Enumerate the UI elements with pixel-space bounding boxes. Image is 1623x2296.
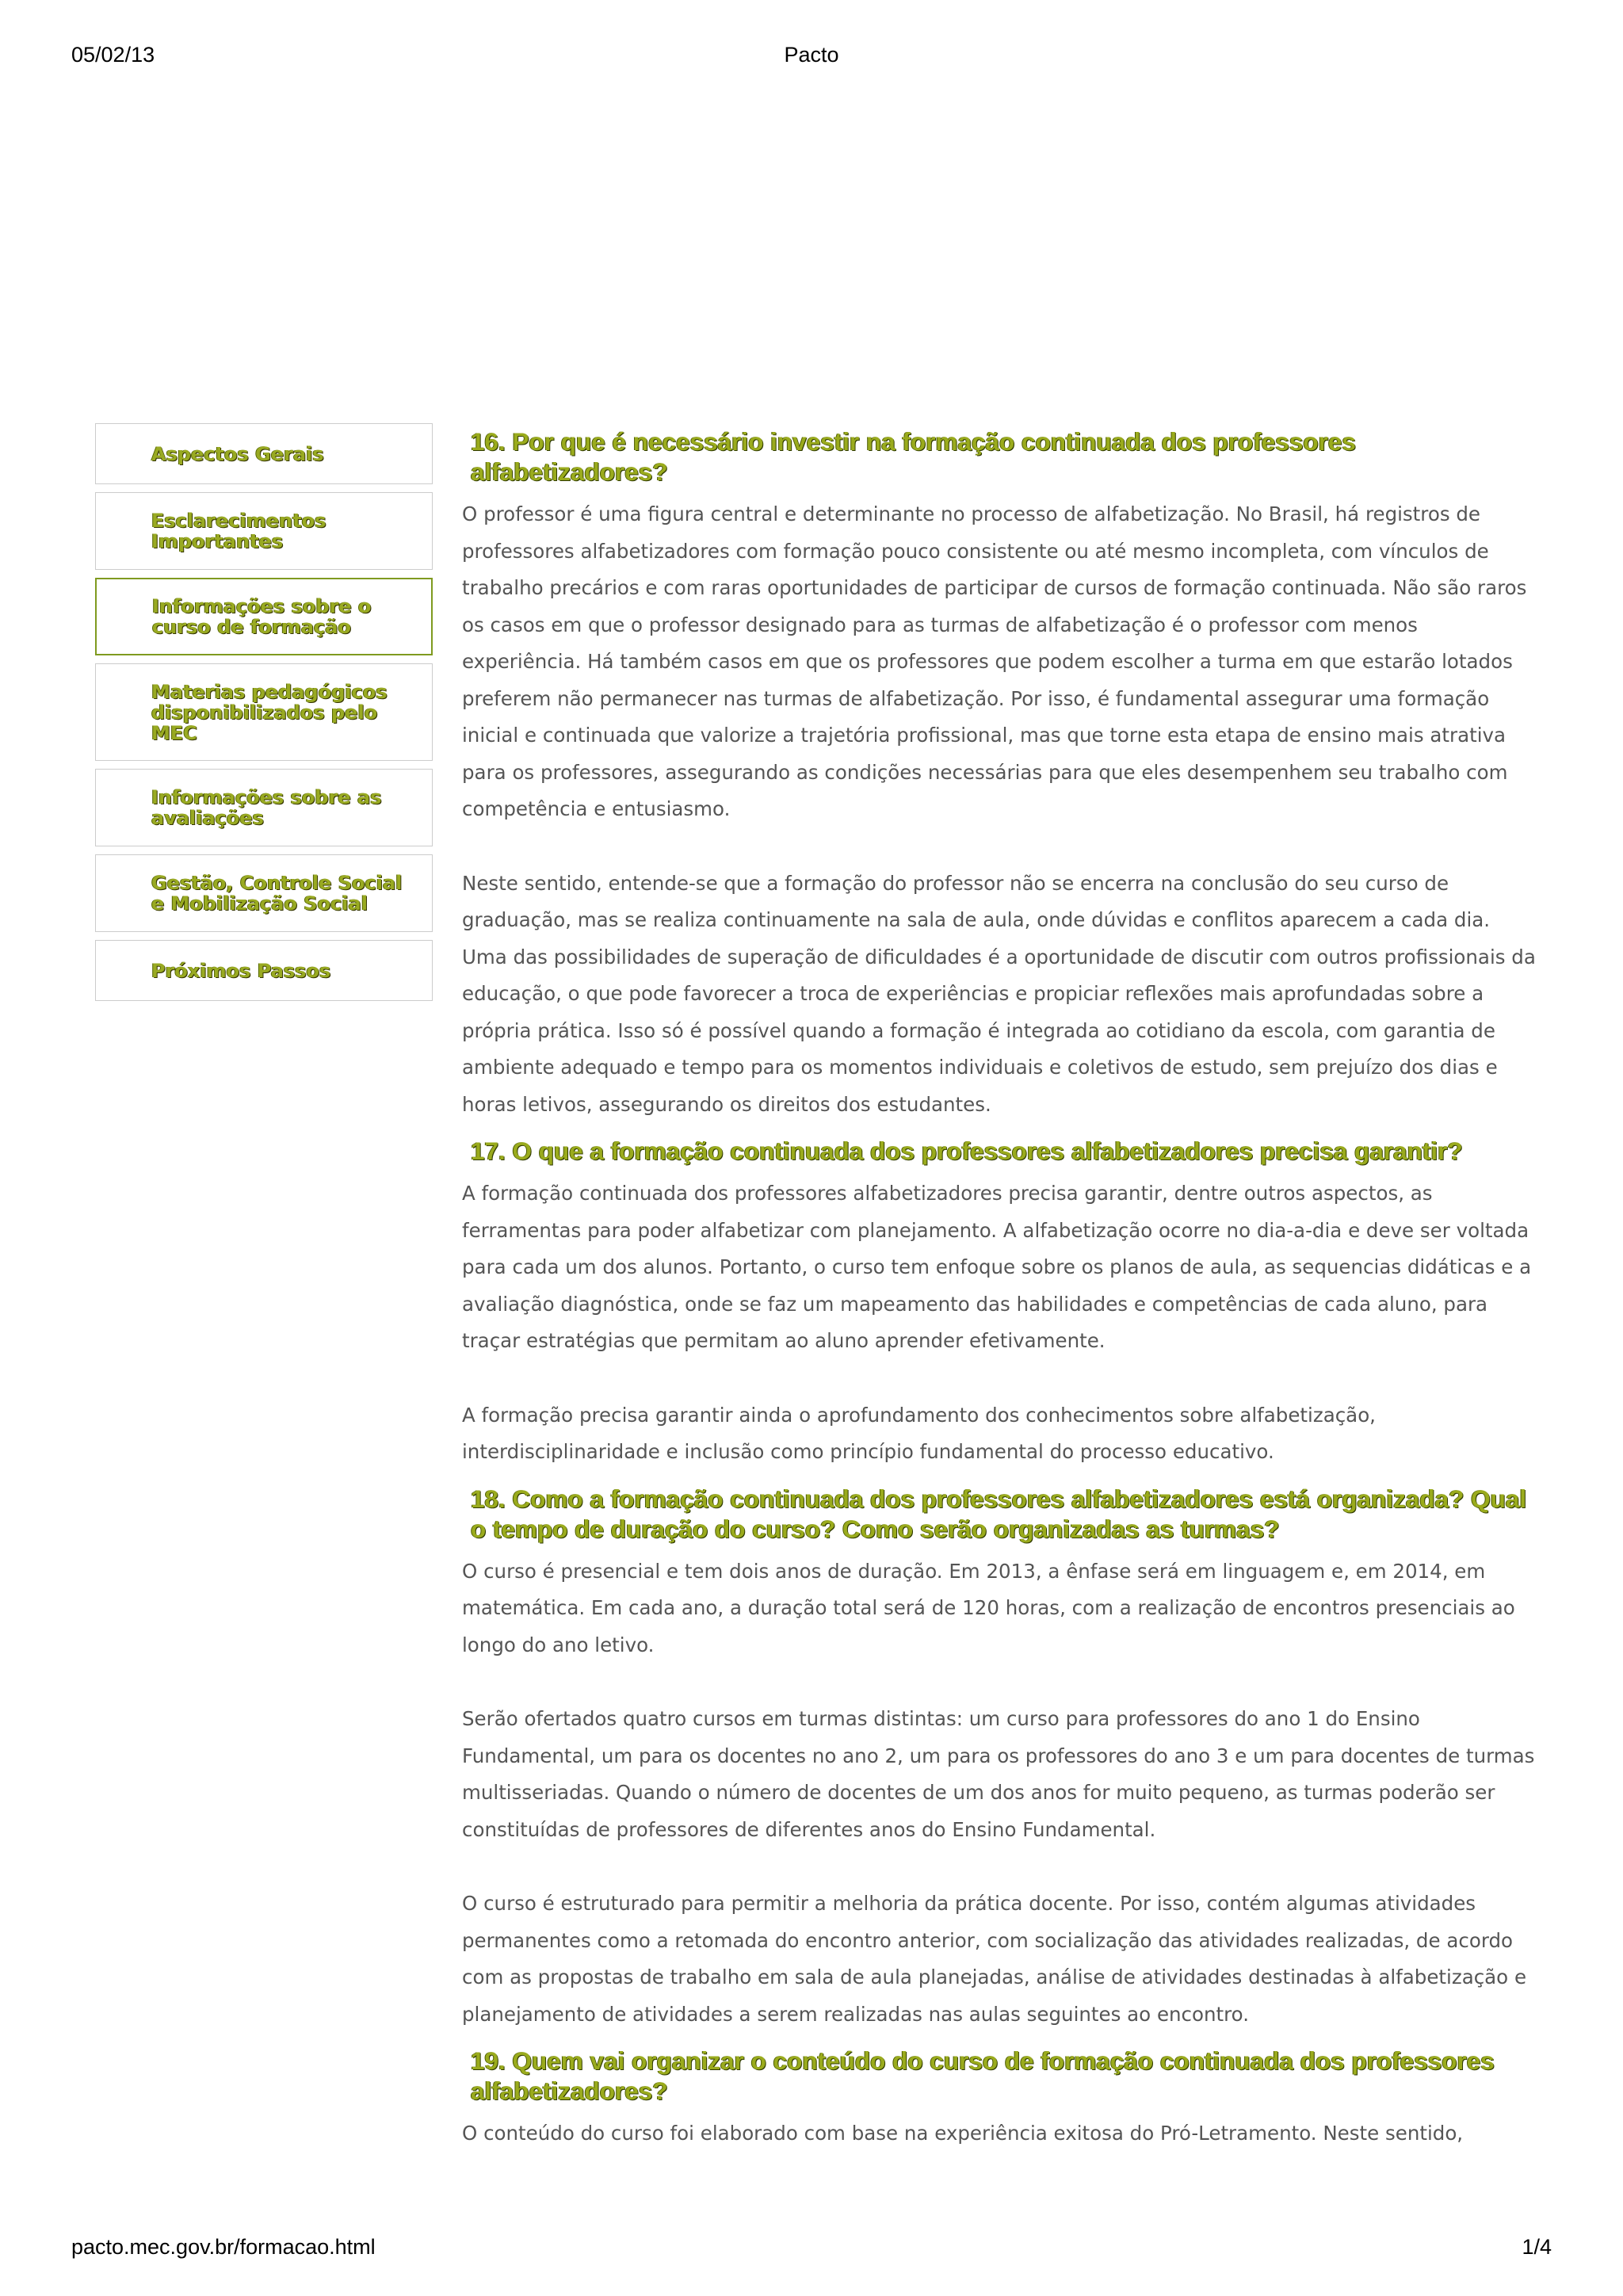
answer-paragraph: A formação precisa garantir ainda o aprofundamento dos conhecimentos sobre alfabetização, interdisciplinaridade e inclusão como princípio fundamental do processo educativo. — [462, 1403, 1376, 1463]
sidebar-item-label: Gestão, Controle Social e Mobilização Social — [151, 872, 403, 915]
sidebar-item-gestao-controle-social[interactable] — [95, 854, 433, 932]
sidebar-item-avaliacoes[interactable] — [95, 769, 433, 846]
answer-paragraph: O curso é presencial e tem dois anos de duração. Em 2013, a ênfase será em linguagem e, em 2014, em matemática. Em cada ano, a duração total será de 120 horas, com a realização de encontros presenciais ao longo do ano letivo. — [462, 1559, 1515, 1656]
sidebar-item-label: Informações sobre as avaliações — [151, 786, 382, 829]
faq-section-17 — [462, 1136, 1540, 1471]
print-footer — [71, 2235, 1552, 2264]
answer-paragraph: Neste sentido, entende-se que a formação do professor não se encerra na conclusão do seu curso de graduação, mas se realiza continuamente na sala de aula, onde dúvidas e conflitos aparecem a cada dia. Uma das possibilidades de superação de dificuldades é a oportunidade de discutir com outros profissionais da educação, o que pode favorecer a troca de experiências e propiciar reflexões mais aprofundadas sobre a própria prática. Isso só é possível quando a formação é integrada ao cotidiano da escola, com garantia de ambiente adequado e tempo para os momentos individuais e coletivos de estudo, sem prejuízo dos dias e horas letivos, assegurando os direitos dos estudantes. — [462, 871, 1536, 1116]
question-heading: 17. O que a formação continuada dos professores alfabetizadores precisa garantir? — [471, 1137, 1463, 1165]
print-page-title: Pacto — [784, 43, 839, 67]
answer-paragraph: O professor é uma figura central e determinante no processo de alfabetização. No Brasil, há registros de professores alfabetizadores com formação pouco consistente ou até mesmo incompleta, com vínculos de trabalho precários e com raras oportunidades de participar de cursos de formação continuada. Não são raros os casos em que o professor designado para as turmas de alfabetização é o professor com menos experiência. Há também casos em que os professores que podem escolher a turma em que estarão lotados preferem não permanecer nas turmas de alfabetização. Por isso, é fundamental assegurar uma formação inicial e continuada que valorize a trajetória profissional, mas que torne esta etapa de ensino mais atrativa para os professores, assegurando as condições necessárias para que eles desempenhem seu trabalho com competência e entusiasmo. — [462, 502, 1527, 820]
sidebar-item-materiais-pedagogicos[interactable] — [95, 663, 433, 761]
print-page-number: 1/4 — [1522, 2235, 1552, 2259]
sidebar-item-curso-de-formacao[interactable] — [95, 578, 433, 655]
print-date: 05/02/13 — [71, 43, 155, 67]
sidebar-item-proximos-passos[interactable] — [95, 940, 433, 1001]
sidebar-item-aspectos-gerais[interactable] — [95, 423, 433, 484]
sidebar-nav — [95, 423, 433, 1009]
main-content — [462, 426, 1540, 2165]
question-heading: 18. Como a formação continuada dos professores alfabetizadores está organizada? Qual o tempo de duração do curso? Como serão organizadas as turmas? — [471, 1484, 1527, 1543]
faq-section-16 — [462, 426, 1540, 1123]
question-heading: 19. Quem vai organizar o conteúdo do curso de formação continuada dos professores alfabetizadores? — [471, 2046, 1495, 2105]
answer-paragraph: Serão ofertados quatro cursos em turmas distintas: um curso para professores do ano 1 do Ensino Fundamental, um para os docentes no ano 2, um para os professores do ano 3 e um para docentes de turmas multisseriadas. Quando o número de docentes de um dos anos for muito pequeno, as turmas poderão ser constituídas de professores de diferentes anos do Ensino Fundamental. — [462, 1707, 1535, 1841]
sidebar-item-label: Aspectos Gerais — [151, 442, 324, 465]
print-header — [71, 43, 1552, 71]
sidebar-item-label: Materias pedagógicos disponibilizados pelo MEC — [151, 680, 388, 744]
question-heading: 16. Por que é necessário investir na formação continuada dos professores alfabetizadores? — [471, 427, 1356, 486]
sidebar-item-esclarecimentos-importantes[interactable] — [95, 492, 433, 570]
answer-paragraph: O conteúdo do curso foi elaborado com base na experiência exitosa do Pró-Letramento. Neste sentido, — [462, 2122, 1464, 2145]
faq-section-18 — [462, 1484, 1540, 2034]
sidebar-item-label: Informações sobre o curso de formação — [152, 595, 372, 638]
sidebar-item-label: Próximos Passos — [151, 959, 331, 982]
print-url: pacto.mec.gov.br/formacao.html — [71, 2235, 376, 2259]
answer-paragraph: A formação continuada dos professores alfabetizadores precisa garantir, dentre outros aspectos, as ferramentas para poder alfabetizar com planejamento. A alfabetização ocorre no dia-a-dia e deve ser voltada para cada um dos alunos. Portanto, o curso tem enfoque sobre os planos de aula, as sequencias didáticas e a avaliação diagnóstica, onde se faz um mapeamento das habilidades e competências de cada aluno, para traçar estratégias que permitam ao aluno aprender efetivamente. — [462, 1182, 1532, 1352]
answer-paragraph: O curso é estruturado para permitir a melhoria da prática docente. Por isso, contém algumas atividades permanentes como a retomada do encontro anterior, com socialização das atividades realizadas, de acordo com as propostas de trabalho em sala de aula planejadas, análise de atividades destinadas à alfabetização e planejamento de atividades a serem realizadas nas aulas seguintes ao encontro. — [462, 1892, 1527, 2026]
faq-section-19 — [462, 2046, 1540, 2153]
sidebar-item-label: Esclarecimentos Importantes — [151, 510, 327, 552]
